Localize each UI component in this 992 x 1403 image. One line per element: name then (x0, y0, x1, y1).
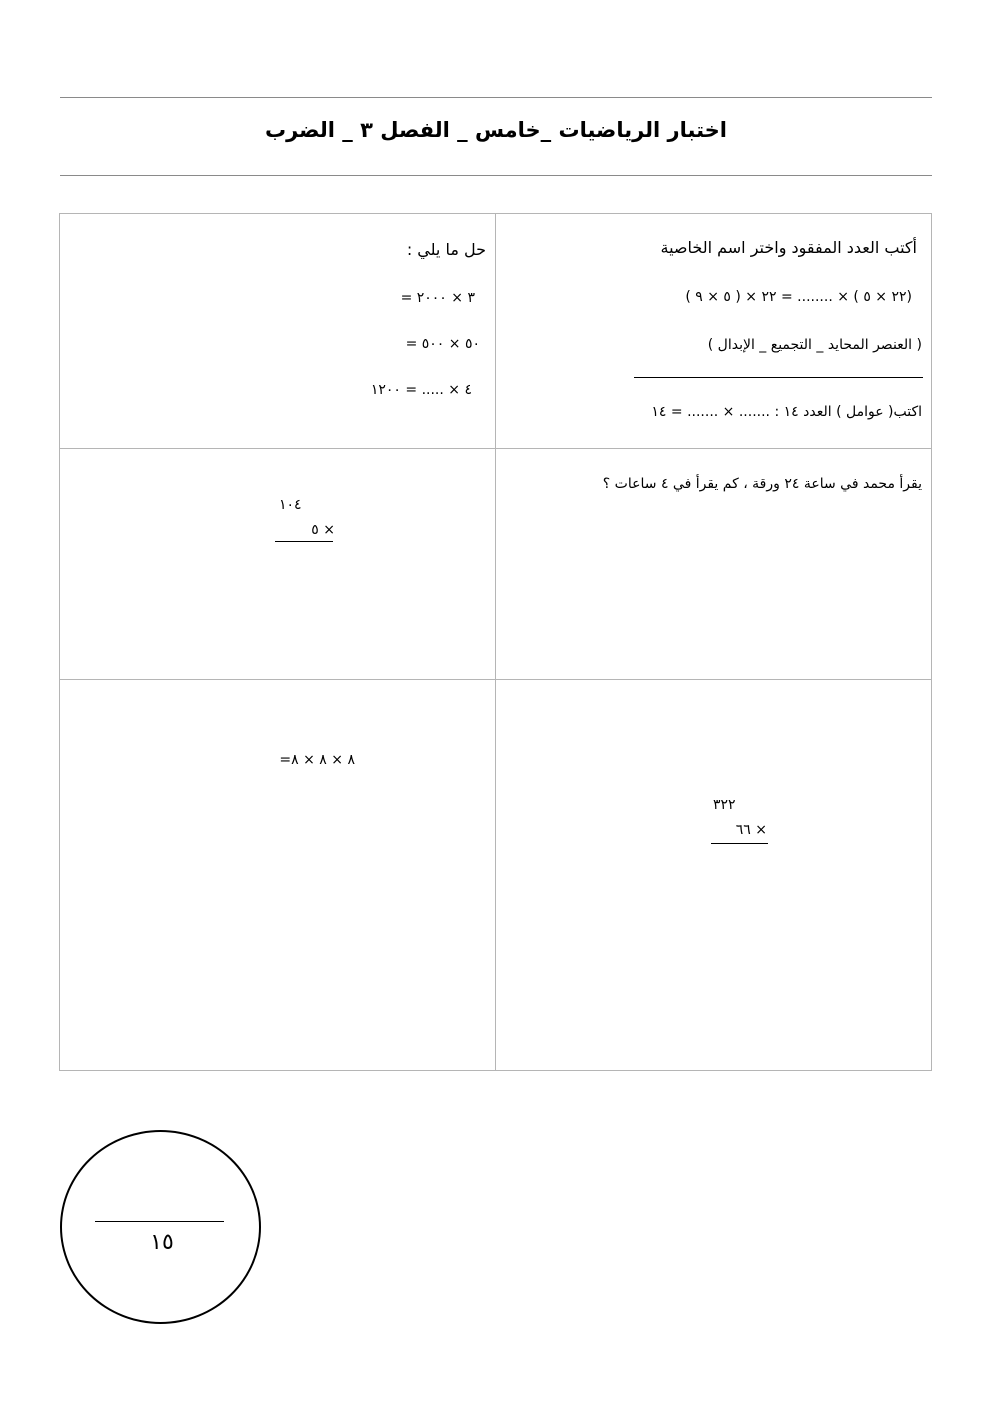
q5-multiplicand: ٣٢٢ (713, 797, 736, 813)
q2-line3: ٤ × ..... = ١٢٠٠ (370, 382, 472, 398)
score-total: ١٥ (150, 1230, 174, 1255)
q4-sum-line (275, 541, 333, 542)
q5-multiplier: × ٦٦ (735, 822, 767, 838)
score-line (95, 1221, 224, 1222)
q4-multiplier: × ٥ (311, 522, 335, 538)
q1-equation: (٢٢ × ٥ ) × ........ = ٢٢ × ( ٥ × ٩ ) (685, 289, 912, 305)
q1-factors: اكتب( عوامل ) العدد ١٤ : ....... × ....... = ١٤ (651, 404, 922, 420)
header-bottom-rule (60, 175, 932, 176)
q1-answer-line (634, 377, 923, 378)
grid-row-divider-1 (59, 448, 932, 449)
header-top-rule (60, 97, 932, 98)
score-circle (60, 1130, 261, 1324)
page-title: اختبار الرياضيات _خامس _ الفصل ٣ _ الضرب (264, 118, 728, 142)
grid-column-divider (495, 213, 496, 1071)
grid-row-divider-2 (59, 679, 932, 680)
q4-multiplicand: ١٠٤ (279, 497, 302, 513)
q2-line2: ٥٠ × ٥٠٠ = (405, 336, 480, 352)
q3-prompt: يقرأ محمد في ساعة ٢٤ ورقة ، كم يقرأ في ٤ ساعات ؟ (602, 476, 922, 492)
q2-line1: ٣ × ٢٠٠٠ = (400, 290, 475, 306)
q2-prompt: حل ما يلي : (406, 240, 486, 259)
q1-options: ( العنصر المحايد _ التجميع _ الإبدال ) (707, 337, 922, 353)
q5-sum-line (711, 843, 768, 844)
q6-expression: ٨ × ٨ × ٨= (279, 752, 355, 768)
q1-prompt: أكتب العدد المفقود واختر اسم الخاصية (660, 238, 917, 257)
